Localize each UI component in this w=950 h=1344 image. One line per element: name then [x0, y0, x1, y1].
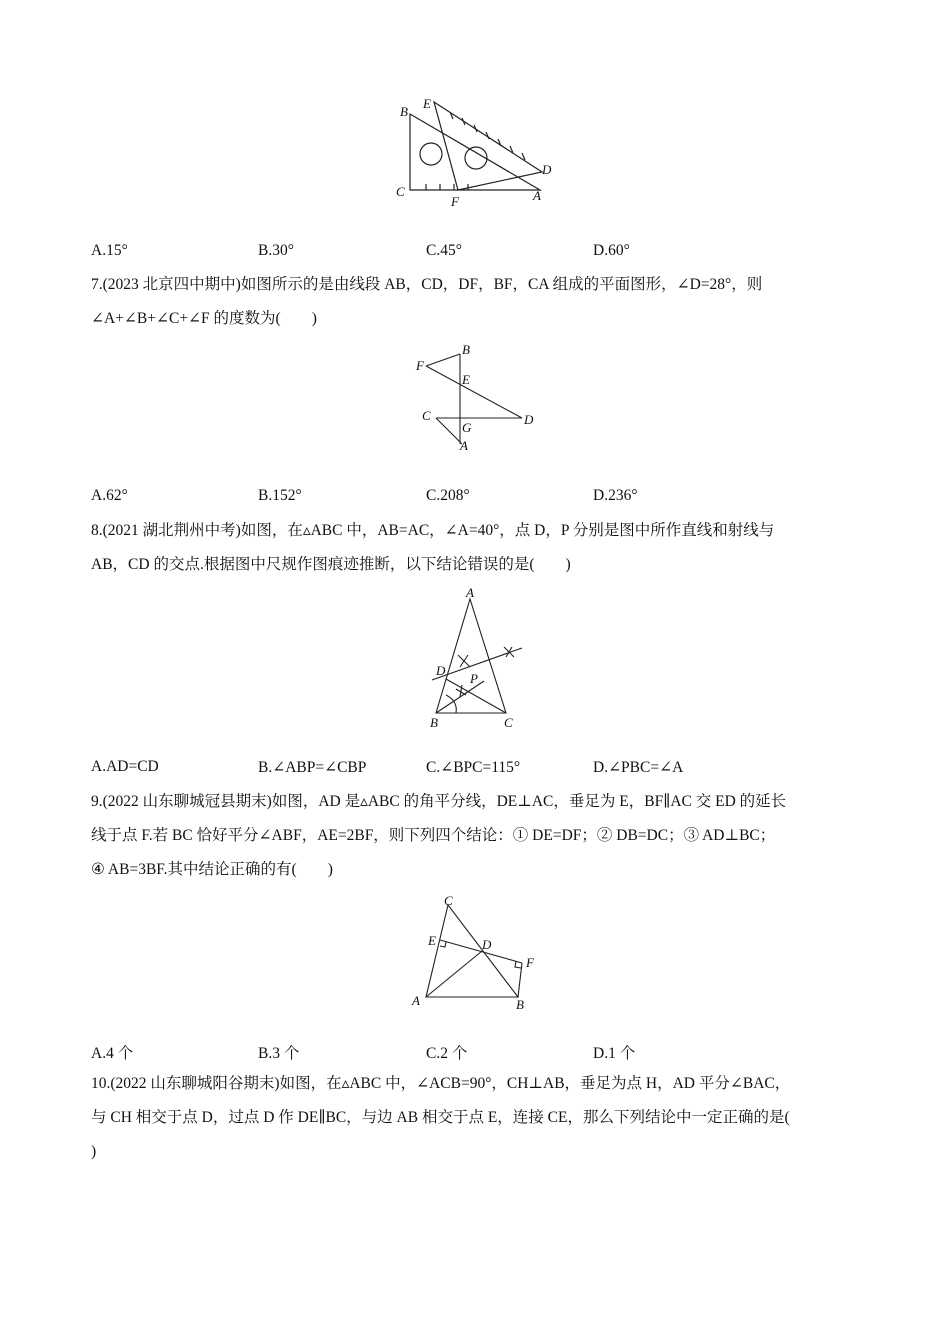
label-c: C [422, 408, 431, 423]
q9-option-b[interactable]: B.3 个 [258, 1045, 300, 1062]
q6-option-d[interactable]: D.60° [593, 242, 630, 259]
question-7 [91, 268, 863, 336]
label-f: F [416, 358, 424, 373]
q10-line-3: ) [91, 1143, 97, 1160]
question-10 [91, 1067, 863, 1169]
label-b: B [516, 997, 524, 1012]
segment-ad [426, 951, 482, 997]
circle-left [420, 143, 442, 165]
segment-bf [426, 354, 460, 366]
label-d: D [482, 937, 492, 952]
label-b: B [430, 715, 438, 730]
label-p: P [470, 671, 478, 686]
q9-options [91, 1041, 871, 1063]
triangle-efd [434, 102, 542, 190]
label-d: D [524, 412, 534, 427]
q7-option-c[interactable]: C.208° [426, 487, 470, 504]
q9-line-3: ④ AB=3BF.其中结论正确的有( ) [91, 861, 333, 878]
triangle-abc [426, 905, 518, 997]
label-d: D [542, 162, 552, 177]
triangle-abc [436, 599, 506, 713]
q8-line-2: AB，CD 的交点.根据图中尺规作图痕迹推断，以下结论错误的是( ) [91, 556, 571, 573]
label-f: F [526, 955, 534, 970]
q9-option-d[interactable]: D.1 个 [593, 1045, 636, 1062]
label-e: E [428, 933, 436, 948]
label-b: B [462, 342, 470, 357]
segment-df [426, 366, 522, 418]
label-f: F [451, 194, 459, 209]
q8-option-b[interactable]: B.∠ABP=∠CBP [258, 759, 367, 776]
q8-option-c[interactable]: C.∠BPC=115° [426, 759, 521, 776]
label-e: E [423, 96, 431, 111]
q8-options [91, 758, 871, 780]
q7-line-1: 7.(2023 北京四中期中)如图所示的是由线段 AB，CD，DF，BF，CA 组成的平面图形，∠D=28°，则 [91, 276, 763, 293]
triangle-bca [410, 114, 540, 190]
question-8 [91, 514, 863, 582]
q6-option-a[interactable]: A.15° [91, 242, 128, 259]
q6-options [91, 242, 871, 264]
q7-option-a[interactable]: A.62° [91, 487, 128, 504]
q8-line-1: 8.(2021 湖北荆州中考)如图，在▵ABC 中，AB=AC，∠A=40°，点 D，P 分别是图中所作直线和射线与 [91, 522, 775, 539]
figure-q9 [410, 893, 545, 1013]
label-a: A [460, 438, 468, 453]
figure-q7 [410, 340, 540, 455]
label-a: A [412, 993, 420, 1008]
q6-option-c[interactable]: C.45° [426, 242, 462, 259]
arc-b [446, 695, 456, 713]
circle-right [465, 147, 487, 169]
label-c: C [396, 184, 405, 199]
label-c: C [504, 715, 513, 730]
figure-q8 [420, 585, 535, 733]
q10-line-1: 10.(2022 山东聊城阳谷期末)如图，在▵ABC 中，∠ACB=90°，CH⊥AB，垂足为点 H，AD 平分∠BAC， [91, 1075, 791, 1092]
question-9 [91, 785, 863, 887]
q10-line-2: 与 CH 相交于点 D，过点 D 作 DE∥BC，与边 AB 相交于点 E，连接 CE，那么下列结论中一定正确的是( [91, 1109, 790, 1126]
q7-options [91, 487, 871, 509]
q7-line-2: ∠A+∠B+∠C+∠F 的度数为( ) [91, 310, 317, 327]
q9-line-2: 线于点 F.若 BC 恰好平分∠ABF，AE=2BF，则下列四个结论：① DE=DF；② DB=DC；③ AD⊥BC； [91, 827, 776, 844]
q8-option-a[interactable]: A.AD=CD [91, 758, 159, 775]
label-a: A [533, 188, 541, 203]
q8-option-d[interactable]: D.∠PBC=∠A [593, 759, 684, 776]
q7-option-d[interactable]: D.236° [593, 487, 638, 504]
q7-option-b[interactable]: B.152° [258, 487, 302, 504]
label-b: B [400, 104, 408, 119]
segment-ca [436, 418, 462, 444]
label-e: E [462, 372, 470, 387]
label-c: C [444, 893, 453, 908]
q9-option-c[interactable]: C.2 个 [426, 1045, 468, 1062]
q6-option-b[interactable]: B.30° [258, 242, 294, 259]
segment-ef [440, 940, 522, 963]
figure-q6-set-squares [390, 92, 560, 212]
right-angle-e [440, 942, 446, 947]
q9-line-1: 9.(2022 山东聊城冠县期末)如图，AD 是▵ABC 的角平分线，DE⊥AC，垂足为 E，BF∥AC 交 ED 的延长 [91, 793, 787, 810]
label-d: D [436, 663, 446, 678]
label-a: A [466, 585, 474, 600]
q9-option-a[interactable]: A.4 个 [91, 1045, 134, 1062]
label-g: G [462, 420, 472, 435]
